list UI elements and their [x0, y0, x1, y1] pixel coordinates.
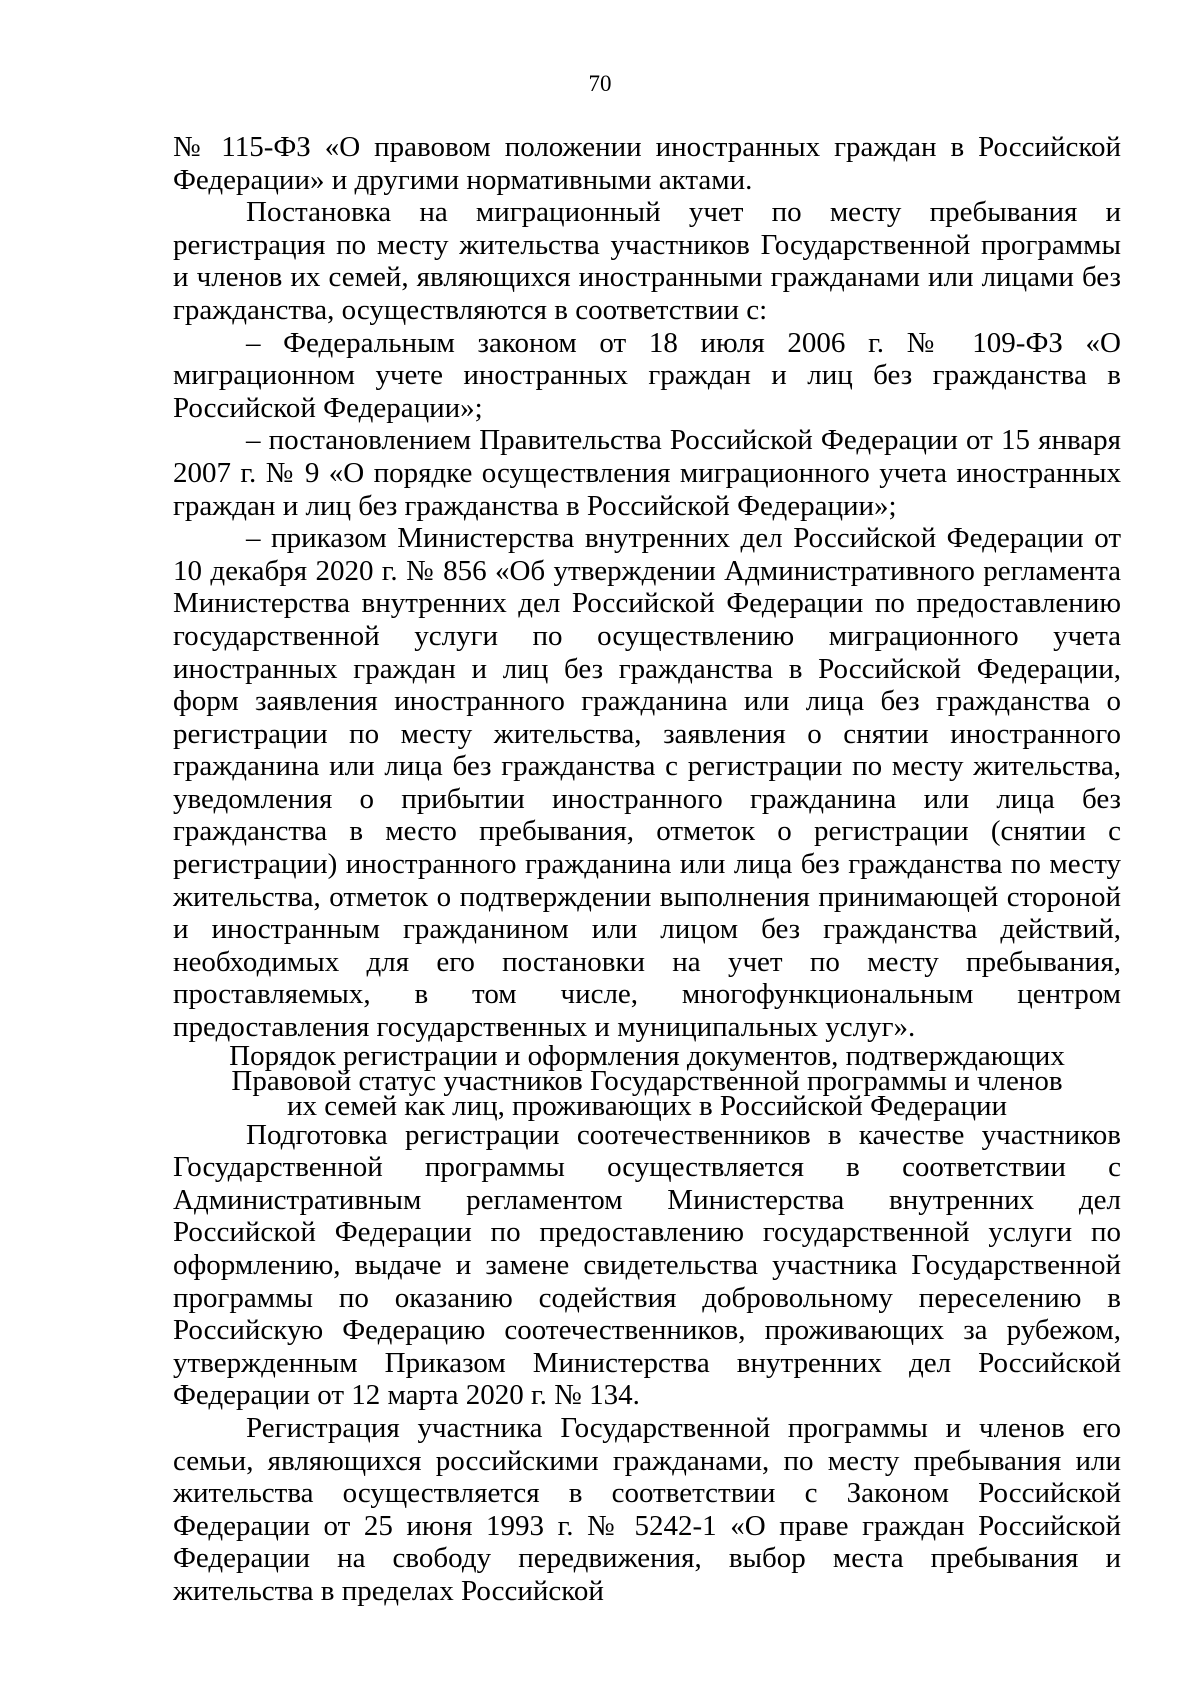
paragraph-compatriots-registration: Подготовка регистрации соотечественников в качестве участников Государственной программы осуществляется в соответствии с Административным регламентом Министерства внутренних дел Российской Федерации по предоставлению государственной услуги по оформлению, выдаче и замене свидетельства участника Государственной программы по оказанию содействия добровольному переселению в Российскую Федерацию соотечественников, проживающих за рубежом, утвержденным Приказом Министерства внутренних дел Российской Федерации от 12 марта 2020 г. № 134. [173, 1118, 1121, 1412]
list-item-federal-law: – Федеральным законом от 18 июля 2006 г. № 109-ФЗ «О миграционном учете иностранных граждан и лиц без гражданства в Российской Федерации»; [173, 326, 1121, 424]
section-heading: Порядок регистрации и оформления документов, подтверждающих Правовой статус участников Государственной программы и членов их семей как лиц, проживающих в Российской Федерации [229, 1039, 1065, 1122]
page-number: 70 [588, 71, 612, 96]
paragraph-continuation: № 115-ФЗ «О правовом положении иностранных граждан в Российской Федерации» и другими нормативными актами. [173, 131, 1121, 196]
paragraph-participant-registration: Регистрация участника Государственной программы и членов его семьи, являющихся российскими гражданами, по месту пребывания или жительства осуществляется в соответствии с Законом Российской Федерации от 25 июня 1993 г. № 5242-1 «О праве граждан Российской Федерации на свободу передвижения, выбор места пребывания и жительства в пределах Российской [173, 1411, 1121, 1607]
list-item-ministry-order: – приказом Министерства внутренних дел Российской Федерации от 10 декабря 2020 г. № 856 «Об утверждении Административного регламента Министерства внутренних дел Российской Федерации по предоставлению государственной услуги по осуществлению миграционного учета иностранных граждан и лиц без гражданства в Российской Федерации, форм заявления иностранного гражданина или лица без гражданства о регистрации по месту жительства, заявления о снятии иностранного гражданина или лица без гражданства с регистрации по месту жительства, уведомления о прибытии иностранного гражданина или лица без гражданства в место пребывания, отметок о регистрации (снятии с регистрации) иностранного гражданина или лица без гражданства по месту жительства, отметок о подтверждении выполнения принимающей стороной и иностранным гражданином или лицом без гражданства действий, необходимых для его постановки на учет по месту пребывания, проставляемых, в том числе, многофункциональным центром предоставления государственных и муниципальных услуг». [173, 522, 1121, 1044]
list-item-government-resolution: – постановлением Правительства Российской Федерации от 15 января 2007 г. № 9 «О порядке осуществления миграционного учета иностранных граждан и лиц без гражданства в Российской Федерации»; [173, 424, 1121, 522]
paragraph-registration-intro: Постановка на миграционный учет по месту пребывания и регистрация по месту жительства участников Государственной программы и членов их семей, являющихся иностранными гражданами или лицами без гражданства, осуществляются в соответствии с: [173, 196, 1121, 326]
document-body [173, 131, 1121, 1608]
